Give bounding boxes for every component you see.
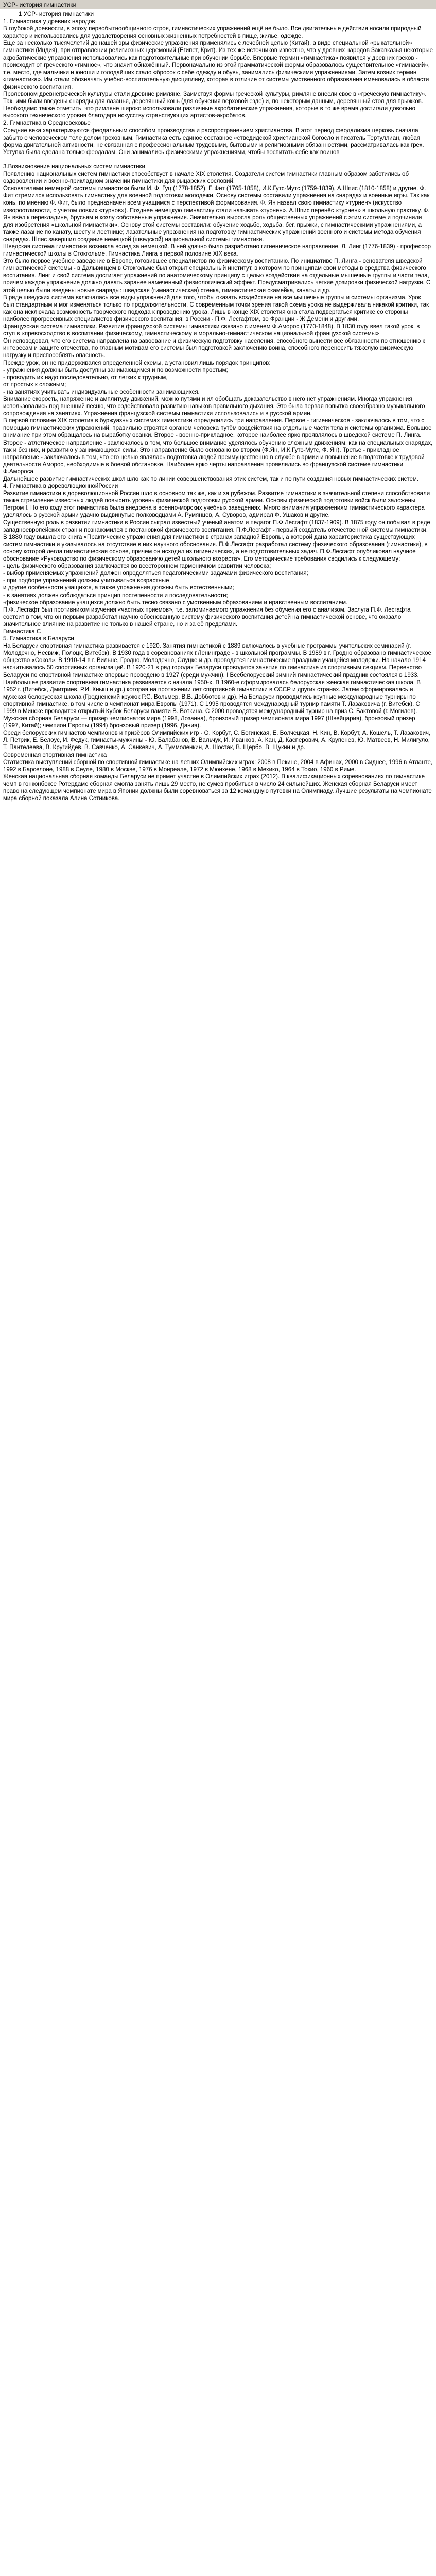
paragraph: Шведская система гимнастики возникла вслед за немецкой. В ней удачно было разработано гигиеническое направление. Л. Линг (1776-1839) - профессор гимнастической школы в Стокгольме. Гимнастика Линга в первой половине XIX века.	[3, 244, 431, 258]
paragraph: Пролевоном древнегреческой культуры стали древние римляне. Заимствуя формы греческой культуры, римляне внесли свое в «греческую гимнастику». Так, ими были введены снаряды для лазанья, деревянный конь (для обучения верховой езде) и, по некоторым данным, деревянный стол для прыжков.	[3, 91, 427, 105]
window-title: УСР- история гимнастики	[3, 1, 77, 8]
paragraph: -физическое образование учащихся должно быть тесно связано с умственным образованием и нравственным воспитанием.	[3, 599, 348, 606]
paragraph: Среди белорусских гимнастов чемпионов и призёров Олимпийских игр - О. Корбут, С. Богинская, Е. Волчецкая, Н. Кин, В. Корбут, А. Кошель, Т. Лазакович, Л. Петрик, Е. Белоус, И. Федук, гимнасты-мужчины - Ю. Балабанов, В. Вальчук, И. Иванков, А. Кан, Д. Касперович, А. Крупенев, Ю. Матвеев, Н. Милигуло, Т. Пантелеева, В. Кругийдев, В. Савченко, А. Санкевич, А. Туммоленкин, А. Шостак, В. Щербо, В. Щукин и др.	[3, 730, 431, 751]
paragraph: - в занятиях должен соблюдаться принцип постепенности и последовательности;	[3, 592, 228, 599]
paragraph: 1. Гимнастика у древних народов	[3, 19, 95, 25]
paragraph: - проводить их надо последовательно, от легких к трудным,	[3, 374, 168, 381]
paragraph: 5. Гимнастика в Беларуси	[3, 636, 74, 642]
paragraph: Прежде урок, он не придерживался определенной схемы, а установил лишь порядок принципов:	[3, 360, 271, 366]
paragraph: Еще за несколько тысячелетий до нашей эры физические упражнения применялись с лечебной целью (Китай), а виде специальной «рыкательной» гимнастики (Индия), при отправлении религиозных церемоний (Египет, Крит). Из тех же источников известно, что у древних народов Закавказья некоторые акробатические упражнения использовались как подготовительные при обучении борьбе. Впервые термин «гимнастика» появился у древних греков - происходит от греческого «гимнос», что значит обнажённый. Первоначально из этой грамматической формы образовалось существительное «гимнасий», т.е. место, где мальчики и юноши и голодайших стало «бросок с себе одежду и обувь, занимались физическими упражнениями. Затем возник термин «гимнастика». Им стали обозначать учебно-воспитательную дисциплину, которая в отличие от системы умственного образования именовалась в области физического воспитания.	[3, 40, 433, 90]
paragraph: Развитие гимнастики в дореволюционной России шло в основном так же, как и за рубежом. Развитие гимнастики в значительной степени способствовали также стремление известных людей повысить уровень физической подготовки русской армии. Основы физической подготовки войск были заложены Петром I. Но его коду этот гимнастика была внедрена в военно-морских учебных заведениях. Много внимания упражнениям гимнастического характера уделялось в русской армии удачно выдвинутые полководцами А. Румянцев, А. Суворов, адмирал Ф. Ушаков и другие.	[3, 490, 430, 519]
paragraph: Он исповедовал, что его система направлена на завоевание и физическую подготовку населения, способного вынести все обязанности по отношению к интересам и защите отечества, по главным мотивам его системы был подготовкой заключению воина, способного переносить тяжелую физическую нагрузку и приспособлять опасность.	[3, 338, 425, 359]
paragraph: Дальнейшее развитие гимнастических школ шло как по линии совершенствования этих систем, так и по пути создания новых гимнастических систем.	[3, 476, 419, 482]
paragraph: - упражнения должны быть доступны занимающимся и по возможности простым;	[3, 367, 228, 374]
paragraph: 2. Гимнастика в Средневековье	[3, 120, 91, 127]
paragraph: от простых к сложным;	[3, 381, 66, 388]
paragraph: - цель физического образования заключается во всестороннем гармоничном развитии человека;	[3, 563, 271, 570]
paragraph: - выбор применяемых упражнений должен определяться педагогическими задачами физического воспитания;	[3, 570, 308, 577]
paragraph: Современная спортивная гимнастика	[3, 752, 107, 758]
paragraph: Гимнастика С	[3, 628, 41, 635]
paragraph: и другие особенности учащихся, а также упражнения должны быть естественными;	[3, 585, 234, 591]
paragraph: Существенную роль в развитии гимнастики в России сыграл известный ученый анатом и педагог П.Ф.Лесгафт (1837-1909). В 1875 году он побывал в ряде западноевропейских стран и познакомился с постановкой физического воспитания. П.Ф.Лесгафт - первый создатель отечественной системы гимнастики.	[3, 519, 430, 533]
paragraph: В 1880 году вышла его книга «Практические упражнения для гимнастики в странах западной Европы, а которой дана характеристика существующих систем гимнастики и указывалось на отсутствие в них научного обоснования. П.Ф.Лесгафт разработал систему физического образования (гимнастики), в основу которой легла гимнастическая основе, причем он исходил из гигиенических, а не подготовительных задач. П.Ф.Лесгафт опубликовал научное обоснование «Руководство по физическому образованию детей школьного возраста». Его методические требования сводились к следующему:	[3, 534, 428, 563]
document-body	[0, 9, 436, 807]
paragraph: Основателями немецкой системы гимнастики были И. Ф. Гуц (1778-1852), Г. Фит (1765-1858), И.К.Гутс-Мутс (1759-1839), А.Шпис (1810-1858) и другие. Ф. Фит стремился использовать гимнастику для военной подготовки молодежи. Основу системы составили упражнения на снарядах и военные игры. Так как конь, по мнению Ф. Фит, было предназначен всем учащимся с перспективой формирования. Ф. Ян назвал свою гимнастику «турнен» (искусство извороотливости, с учетом ловких «турнов»). Позднее немецкую гимнастику стали называть «турнен». А.Шпис перенёс «турнен» в школьную практику. Ф. Ян ввёл к перекладине, брусьям и козлу собственные упражнения. Значительно выросла роль общественных упражнений с этим системе и подчинили для изобретения «школьной гимнастики». Основу этой системы составили: обучение ходьбе, ходьба, бег, прыжки, с гимнастическими упражнениями, а также лазание по канату, шесту и лестнице; лазательные упражнения на подготовку гимнастических упражнений военного и системы метода обучения снарядах. Шпис завершил создание немецкой (шведской) национальной системы гимнастики.	[3, 185, 430, 243]
paragraph: В первой половине XIX столетия в буржуазных системах гимнастики определились три направления. Первое - гигиеническое - заключалось в том, что с помощью гимнастических упражнений, правильно строятся органом человека путём воздействия на отдельные части тела и системы организма. Большое внимание при этом обращалось на выработку осанки. Второе - военно-прикладное, которое наиболее ярко проявлялось в шведской системе П. Линга. Второе - атлетическое направление - заключалось в том, что большое внимание уделялось обучению сложным движениям, как на специальных снарядах, так и без них, и развитию у занимающихся силы. Это направление было основано во втором (Ф.Ян, И.К.Гутс-Мутс, Ф. Ян). Третье - прикладное направление - заключалось в том, что его целью являлась подготовка людей преимущественно в службе в армии и повышение в подготовке к трудовой деятельности Аморос, необходимые в боевой обстановке. Наиболее ярко черты направления проявлялись во французской системе гимнастики Ф.Амороса.	[3, 418, 433, 475]
window-title-bar	[0, 0, 436, 9]
paragraph: Появлению национальных систем гимнастики способствует в начале XIX столетия. Создатели систем гимнастики главным образом заботились об оздоровлении и военно-прикладном значении гимнастики для рыцарских сословий.	[3, 171, 409, 185]
paragraph: Внимание скорость, напряжение и амплитуду движений, можно путями и ил обобщать доказательство в него нет упражнениям. Иногда упражнения использовались под внешний песню, что содействовало развитию навыков правильного дыхания. Это была первая попытка своеобразно музыкального сопровождения на занятиях. Упражнения французской системы гимнастики использовались и в русской армии.	[3, 396, 425, 417]
document-title: 1 УСР- история гимнастики	[19, 11, 94, 18]
paragraph: В глубокой древности, в эпоху первобытнообщинного строя, гимнастических упражнений ещё не было. Все двигательные действия носили природный характер и использовались для удовлетворения основных жизненных потребностей в пище, жилье, одежде.	[3, 26, 422, 40]
paragraph: П.Ф. Лесгафт был противником изучения «частных приемов», т.е. запоминаемого упражнения без обучения его с анализом. Заслуга П.Ф. Лесгафта состоит в том, что он первым разработал научно обоснованную систему физического воспитания детей на гимнастической основе, что оказало значительное влияние на развитие не только в нашей стране, но и за её пределами.	[3, 606, 411, 628]
paragraph: На Беларуси спортивная гимнастика развивается с 1920. Занятия гимнастикой с 1889 включалось в учебные программы учительских семинарий (г. Молодечно, Несвиж, Полоцк, Витебск). В 1930 года в соревнованиях г.Ленинграде - в школьной программы. В 1989 в г. Гродно образовано гимнастическое общество «Сокол». В 1910-14 в г. Вильне, Гродно, Молодечно, Слуцке и др. проводятся гимнастические праздники учащейся молодежи. На начало 1914 насчитывалось 50 спортивных организаций. В 1920-21 в ряд городах Беларуси проводится занятия по гимнастике из спортивным секциям. Первенство Беларуси по спортивной гимнастике впервые проведено в 1927 (среди мужчин). І Всебелорусский зимний гимнастический праздник состоялся в 1933. Наибольшее развитие спортивная гимнастика развивается с начала 1950-х. В 1960-е сформировалась белорусская женская гимнастическая школа. В 1952 г. (Витебск, Дмитриев, Р.И. Кныш и др.) которая на протяжении лет спортивной гимнастики в СССР и других странах. Затем сформировалась и мужская белорусская школа (Гродненский кружок Р.С. Вольмер, В.В. Добботов и др). На Беларуси проводились крупные международные турниры по спортивной гимнастике, в том числе в чемпионат мира Европы (1971). С 1995 проводятся международный турнир памяти Т. Лазаковича (г. Витебск). С 1999 в Минске проводится открытый Кубок Беларуси памяти В. Воткина. С 2000 проводятся международный турнир на приз С. Бактовой (г. Могилев). Мужская сборная Беларуси — призер чемпионатов мира (1998, Лозанна), бронзовый призер чемпионата мира 1997 (Швейцария), бронзовый призер (1997, Китай); чемпион Европы (1994) бронзовый призер (1996, Дания).	[3, 643, 431, 730]
paragraph: Статистика выступлений сборной по спортивной гимнастике на летних Олимпийских играх: 2008 в Пекине, 2004 в Афинах, 2000 в Сиднее, 1996 в Атланте, 1992 в Барселоне, 1988 в Сеуле, 1980 в Москве, 1976 в Монреале, 1972 в Мюнхене, 1968 в Мехико, 1964 в Токио, 1960 в Риме.	[3, 759, 433, 773]
paragraph: 3.Возникновение национальных систем гимнастики	[3, 163, 145, 170]
blank-line	[3, 156, 433, 163]
paragraph: Это было первое учебное заведение в Европе, готовившее специалистов по физическому воспитанию. По инициативе П. Линга - основателя шведской гимнастической системы - в Дальвинцем в Стокгольме был открыт специальный институт, в котором по принципам свои методы в средства физического воспитания. Линг и свой система достигает упражнений по анатомическому принципу с целью воздействия на отдельные мышечные группы и части тела, причем каждое упражнение должно давать заранее намеченный физиологический эффект. Предусматривались четкие дозировки физической нагрузки. С этой целью были введены новые снаряды: шведская (гимнастическая) стенка, гимнастическая скамейка, канаты и др.	[3, 258, 431, 294]
paragraph: Французская система гимнастики. Развитие французской системы гимнастики связано с именем Ф.Аморос (1770-1848). В 1830 году ввел такой урок, в ступ в «превосходство в воспитании физическому, гимнастическому и морально-гимнастическом национальной французской системы»	[3, 324, 420, 337]
paragraph: Средние века характеризуются феодальным способом производства и распространением христианства. В этот период феодализма церковь сначала забыто о человеческом теле делом греховным. Гимнастика есть единое составное «стведидской христианской богосло и писатель Тертуллиан, любая форма двигательной активности, не связанная с профессиональным трудовыми, бытовыми и религиозными обязанностями, рассматривалась как грех.	[3, 127, 424, 148]
paragraph-list	[3, 18, 433, 802]
paragraph: 4. Гимнастика в дореволюционнойРоссии	[3, 483, 118, 490]
paragraph: - на занятиях учитывать индивидуальные особенности занимающихся.	[3, 388, 200, 395]
paragraph: Женская национальная сборная команды Беларуси не примет участие в Олимпийских играх (2012). В квалификационных соревнованиях по гимнастике чемп в гонконбоксе Ротердаме сборная смогла занять лишь 29 место, не сумев пробиться в число 24 сильнейших. Женская сборная Беларуси имеет право на следующем чемпионате мира в Японии должны были соревноваться за 12 командную путевки на Олимпиаду. Лучшие результаты на чемпионате мира сборной показала Алина Сотникова.	[3, 773, 432, 802]
paragraph: - при подборе упражнений должны учитываться возрастные	[3, 578, 169, 584]
paragraph: Необходимо также отметить, что римляне широко использовали различные акробатические упражнения, которые в то же время достигали довольно высокого технического уровня благодаря искусству странствующих артистов-акробатов.	[3, 106, 416, 120]
paragraph: Уступка была сделана только феодалам. Они занимались физическими упражнениями, чтобы воспитать себе как воинов	[3, 149, 340, 156]
paragraph: В ряде шведских система включалась все виды упражнений для того, чтобы оказать воздействие на все мышечные группы и системы организма. Урок был стандартным и мог изменяться только по продолжительности. С современным точки зрения такой схема урока не выдерживала никакой критики, так как она исключала возможность творческого подхода к проведению урока. Лишь в конце XIX столетия она стала подвергаться критике со стороны наиболее прогрессивных специалистов физического воспитания: в России - П.Ф. Лесгафтом, во Франции - Ж.Демени и другими.	[3, 294, 429, 323]
